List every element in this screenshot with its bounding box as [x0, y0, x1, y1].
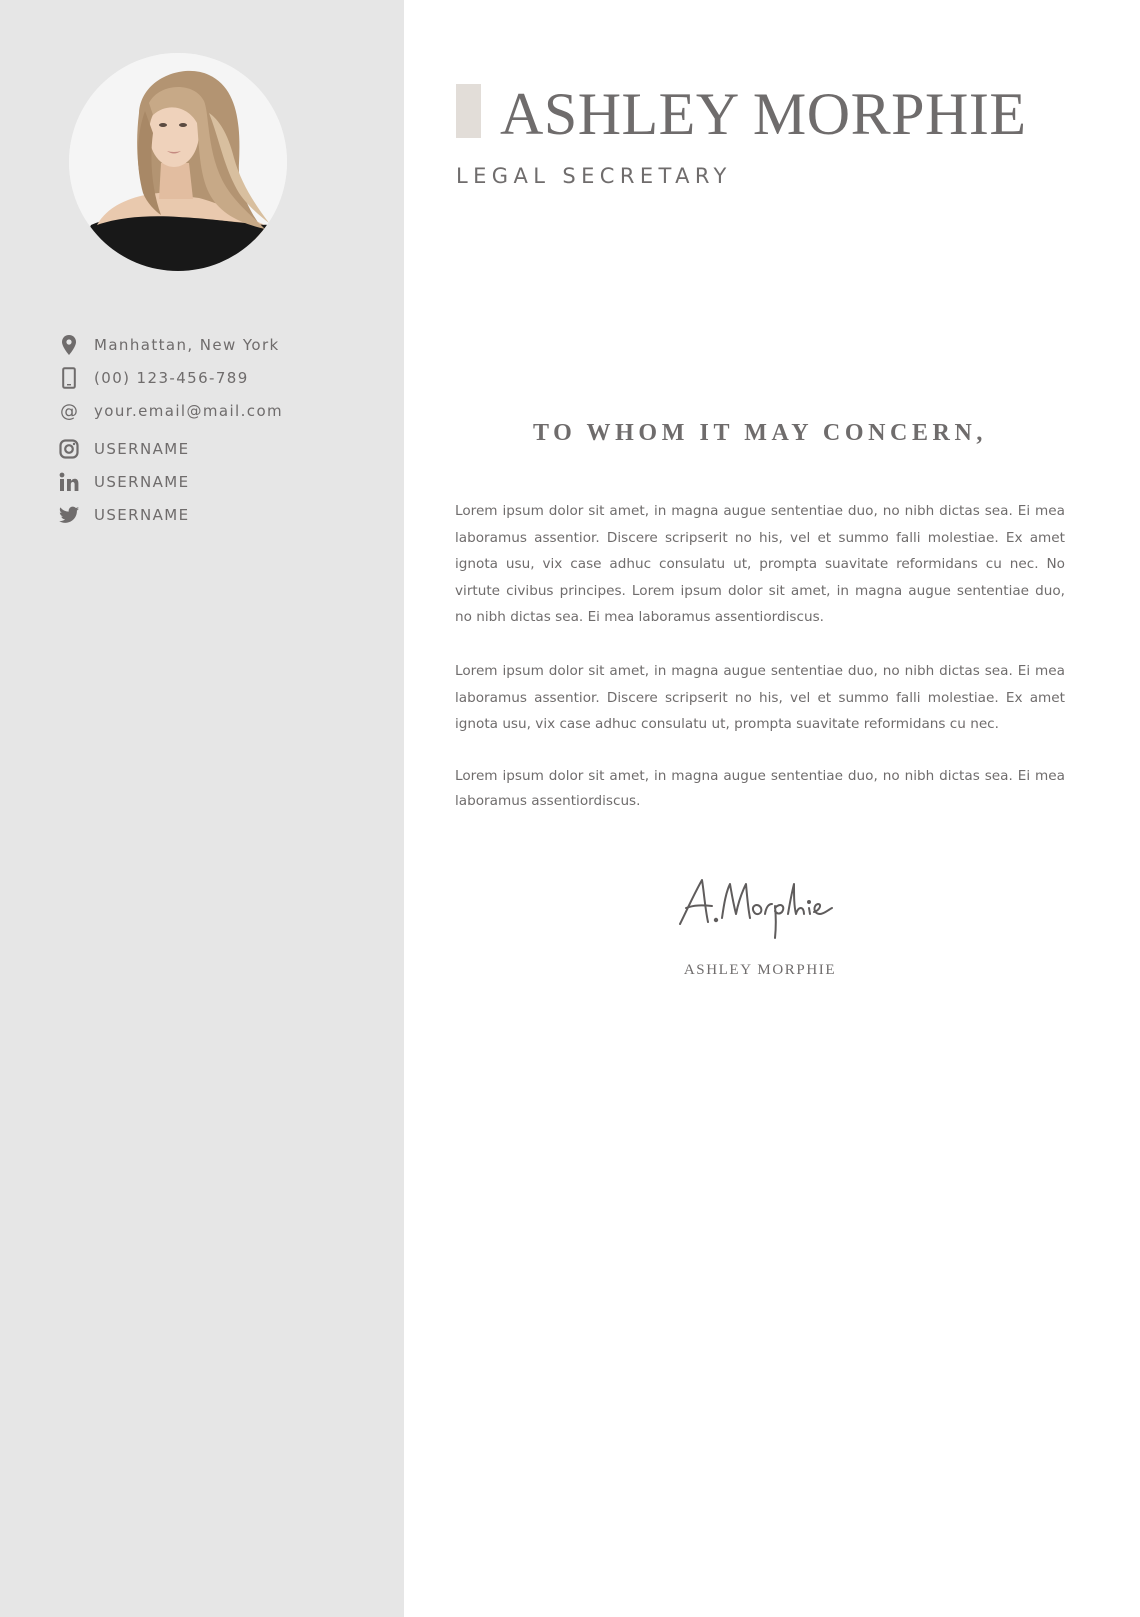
job-title: LEGAL SECRETARY: [456, 164, 732, 188]
contact-phone: [58, 366, 388, 390]
contact-instagram-text: USERNAME: [94, 440, 190, 458]
sidebar: [0, 0, 404, 1617]
contact-email: [58, 399, 388, 423]
applicant-name: ASHLEY MORPHIE: [500, 81, 1027, 147]
contact-instagram: [58, 437, 388, 461]
letter-paragraph-3: Lorem ipsum dolor sit amet, in magna augue sententiae duo, no nibh dictas sea. Ei mea laboramus assentiordiscus.: [455, 768, 1065, 809]
contact-location: [58, 333, 388, 357]
phone-icon: [58, 367, 80, 389]
signature-name: ASHLEY MORPHIE: [683, 962, 837, 978]
contact-phone-text: (00) 123-456-789: [94, 369, 249, 387]
letter-paragraph-1: Lorem ipsum dolor sit amet, in magna augue sententiae duo, no nibh dictas sea. Ei mea laboramus assentior. Discere scripserit no his, vel et summo falli molestiae. Ex amet ignota usu, vix case adhuc consulatu ut, prompta suavitate reformidans cu nec. No virtute civibus principes. Lorem ipsum dolor sit amet, in magna augue sententiae duo, no nibh dictas sea. Ei mea laboramus assentiordiscus.: [455, 503, 1065, 626]
linkedin-icon: [58, 471, 80, 493]
profile-photo: [69, 53, 287, 271]
twitter-icon: [58, 504, 80, 526]
salutation: TO WHOM IT MAY CONCERN,: [532, 420, 988, 446]
location-pin-icon: [58, 334, 80, 356]
handwritten-signature: [672, 872, 852, 944]
contact-location-text: Manhattan, New York: [94, 336, 280, 354]
contact-twitter: [58, 503, 388, 527]
contact-twitter-text: USERNAME: [94, 506, 190, 524]
contact-email-text: your.email@mail.com: [94, 402, 284, 420]
name-accent-bar: [456, 84, 481, 138]
contact-linkedin-text: USERNAME: [94, 473, 190, 491]
svg-text:@: @: [60, 401, 78, 421]
letter-paragraph-2: Lorem ipsum dolor sit amet, in magna augue sententiae duo, no nibh dictas sea. Ei mea laboramus assentior. Discere scripserit no his, vel et summo falli molestiae. Ex amet ignota usu, vix case adhuc consulatu ut, prompta suavitate reformidans cu nec.: [455, 663, 1065, 733]
instagram-icon: [58, 438, 80, 460]
contact-linkedin: [58, 470, 388, 494]
at-sign-icon: [58, 400, 80, 422]
